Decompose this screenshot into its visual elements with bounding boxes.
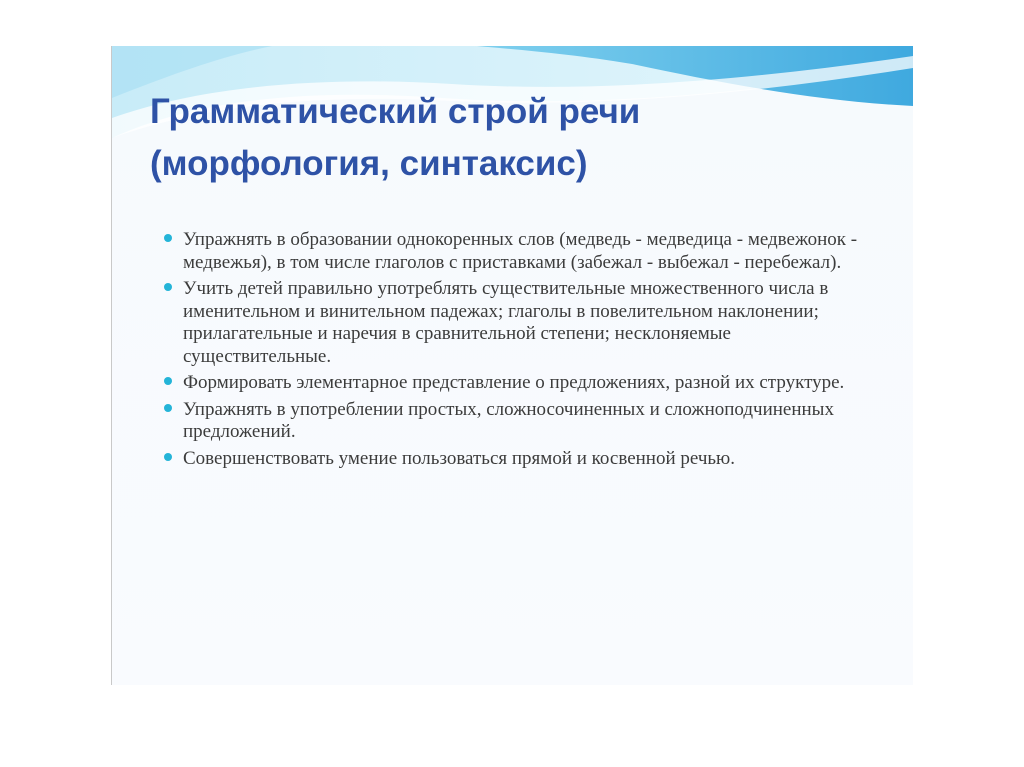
bullet-text: Упражнять в употреблении простых, сложносочиненных и сложноподчиненных предложений. [183, 398, 834, 442]
slide-title-line-2: (морфология, синтаксис) [150, 144, 588, 183]
bullet-item [164, 372, 872, 395]
bullet-text: Упражнять в образовании однокоренных слов (медведь - медведица - медвежонок - медвежья), в том числе глаголов с приставками (забежал - выбежал - перебежал). [183, 229, 858, 273]
bullet-item [164, 229, 872, 274]
bullet-item [164, 278, 872, 368]
bullet-text: Совершенствовать умение пользоваться прямой и косвенной речью. [183, 447, 736, 469]
bullet-list [164, 229, 872, 474]
bullet-text: Формировать элементарное представление о предложениях, разной их структуре. [183, 372, 845, 393]
bullet-dot-icon [164, 377, 172, 385]
bullet-dot-icon [164, 234, 172, 242]
slide-title [150, 86, 850, 190]
bullet-text: Учить детей правильно употреблять существительные множественного числа в именительном и винительном падежах; глаголы в повелительном наклонении; прилагательные и наречия в сравнительной степени; несклоняемые существительные. [183, 278, 829, 367]
bullet-dot-icon [164, 453, 172, 461]
bullet-item [164, 399, 872, 444]
bullet-item [164, 448, 872, 471]
bullet-dot-icon [164, 283, 172, 291]
slide-title-line-1: Грамматический строй речи [150, 92, 641, 131]
presentation-slide [111, 46, 913, 685]
bullet-dot-icon [164, 404, 172, 412]
